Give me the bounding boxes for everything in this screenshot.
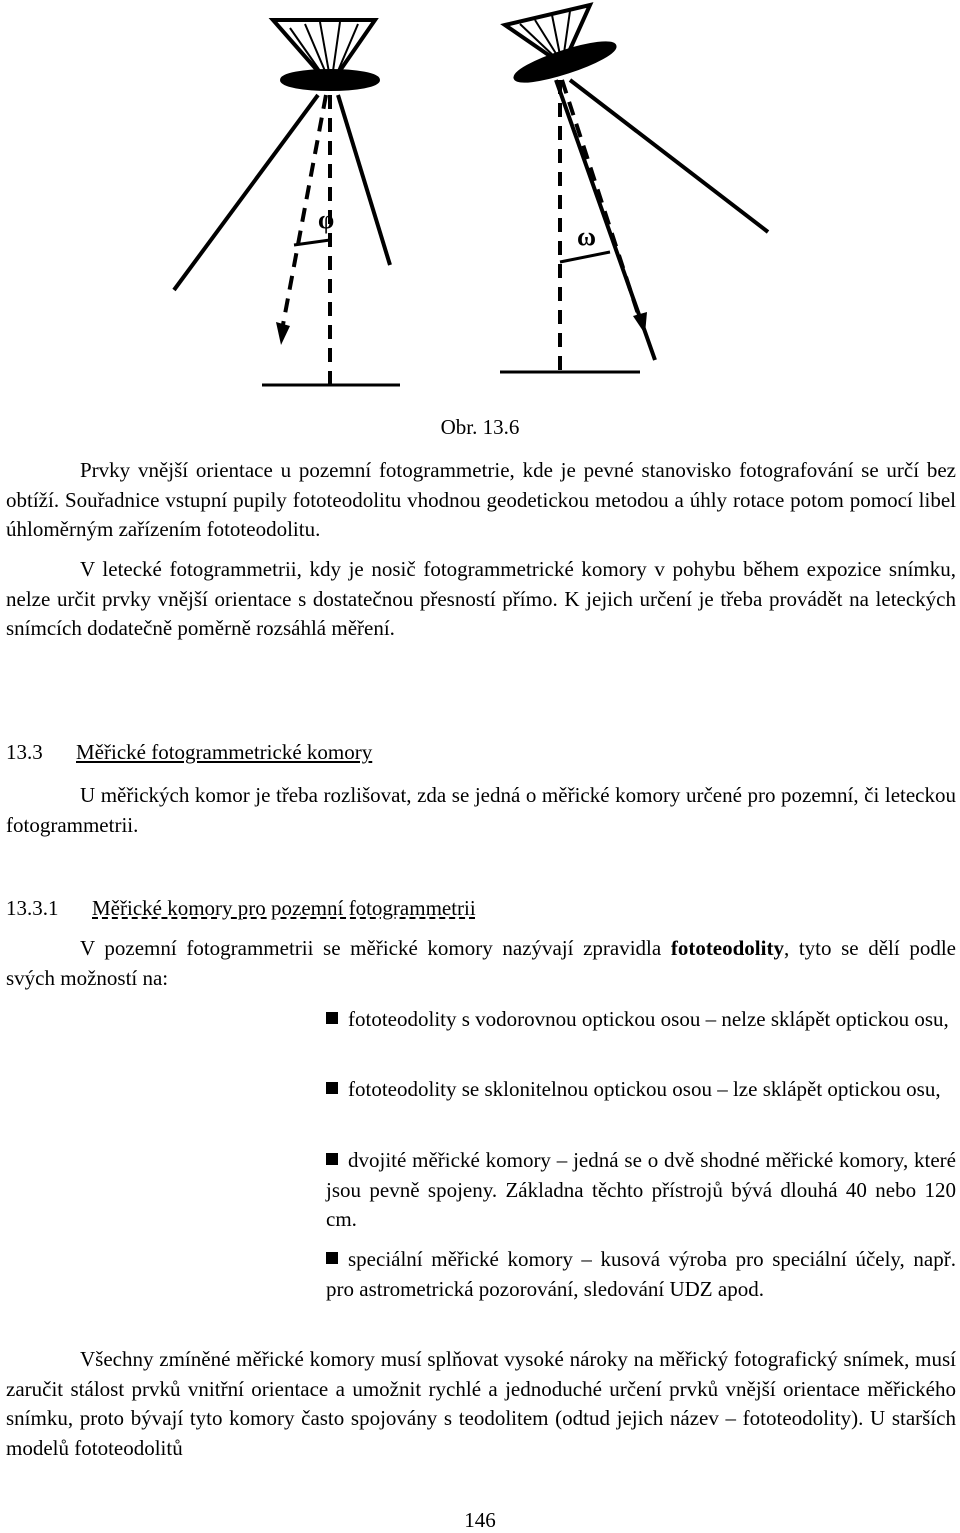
left-ray-right xyxy=(338,95,390,265)
left-aircraft-icon xyxy=(282,71,378,89)
bullet-text: dvojité měřické komory – jedná se o dvě shodné měřické komory, které jsou pevně spojeny. Základna těchto přístrojů bývá dlouhá 40 nebo 120 cm. xyxy=(326,1148,956,1231)
figure-caption: Obr. 13.6 xyxy=(440,415,520,439)
bullet-square-icon xyxy=(326,1252,338,1264)
section-title: Měřické fotogrammetrické komory xyxy=(76,740,373,764)
intro-text-before: V pozemní fotogrammetrii se měřické komory nazývají zpravidla xyxy=(80,936,671,960)
right-angle-label: ω xyxy=(577,222,597,251)
bullet-square-icon xyxy=(326,1012,338,1024)
bullet-item-3 xyxy=(326,1146,956,1235)
subsection-intro xyxy=(6,934,956,993)
section-heading-13-3 xyxy=(6,738,372,767)
closing-paragraph: Všechny zmíněné měřické komory musí splňovat vysoké nároky na měřický fotografický snímek, musí zaručit stálost prvků vnitřní orientace a umožnit rychlé a jednoduché určení prvků vnější orientace měřického snímku, proto bývají tyto komory často spojovány s teodolitem (odtud jejich název – fototeodolity). U starších modelů fototeodolitů xyxy=(6,1347,956,1460)
bullet-text: speciální měřické komory – kusová výroba pro speciální účely, např. pro astrometrická pozorování, sledování UDZ apod. xyxy=(326,1247,956,1301)
intro-bold-term: fototeodolity xyxy=(670,936,784,960)
paragraph-1: Prvky vnější orientace u pozemní fotogrammetrie, kde je pevné stanovisko fotografování se určí bez obtíží. Souřadnice vstupní pupily fototeodolitu vhodnou geodetickou metodou a úhly rotace potom pomocí libel úhloměrným zařízením fototeodolitu. xyxy=(6,458,956,541)
bullet-item-1 xyxy=(326,1005,956,1035)
intro-text-after: , tyto se dělí podle svých možností na: xyxy=(6,936,956,990)
left-diagram xyxy=(174,20,400,385)
right-diagram xyxy=(500,5,768,372)
section-13-3-text: U měřických komor je třeba rozlišovat, zda se jedná o měřické komory určené pro pozemní, či leteckou fotogrammetrii. xyxy=(6,783,956,837)
bullet-item-4 xyxy=(326,1245,956,1304)
bullet-square-icon xyxy=(326,1153,338,1165)
section-number: 13.3 xyxy=(6,740,43,764)
subsection-number: 13.3.1 xyxy=(6,896,59,920)
left-angle-label: φ xyxy=(318,205,335,234)
page-number: 146 xyxy=(464,1508,496,1532)
bullet-square-icon xyxy=(326,1082,338,1094)
bullet-text: fototeodolity s vodorovnou optickou osou – nelze sklápět optickou osu, xyxy=(348,1007,949,1031)
paragraph-2: V letecké fotogrammetrii, kdy je nosič fotogrammetrické komory v pohybu během expozice snímku, nelze určit prvky vnější orientace s dostatečnou přesností přímo. K jejich určení je třeba provádět na leteckých snímcích dodatečně poměrně rozsáhlá měření. xyxy=(6,557,956,640)
right-ray-right xyxy=(556,80,655,360)
figure-roll-angles xyxy=(0,0,960,400)
bullet-text: fototeodolity se sklonitelnou optickou osou – lze sklápět optickou osu, xyxy=(348,1077,941,1101)
bullet-item-2 xyxy=(326,1075,956,1105)
subsection-title: Měřické komory pro pozemní fotogrammetrii xyxy=(92,896,476,920)
section-heading-13-3-1 xyxy=(6,894,476,923)
